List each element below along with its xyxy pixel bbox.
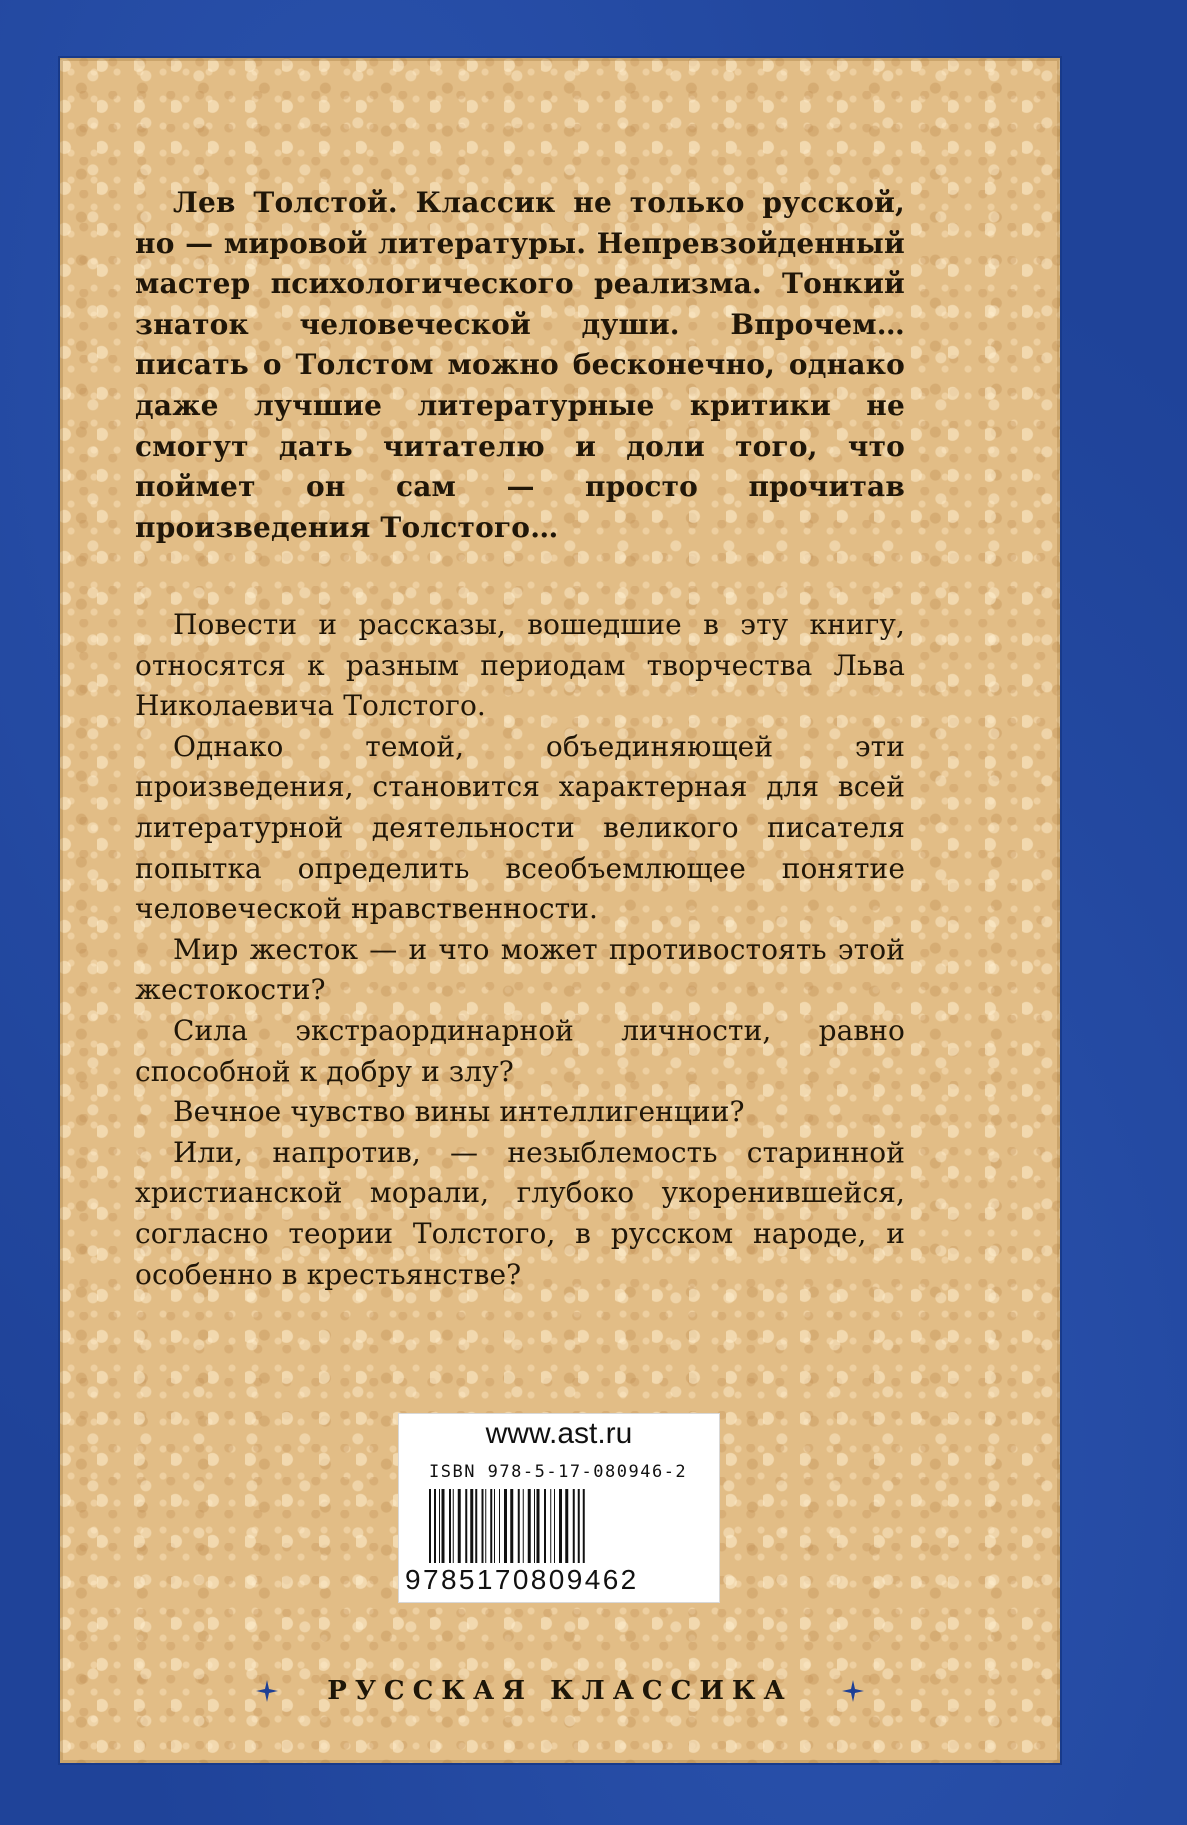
barcode-bar [534,1489,535,1563]
intro-text [135,183,905,548]
barcode-bar [583,1489,585,1563]
barcode-bar [559,1489,562,1563]
barcode-bar [453,1489,454,1563]
barcode-bar [504,1489,507,1563]
barcode-bar [578,1489,580,1563]
series-banner [255,1676,865,1716]
barcode-digits: 9785170809462 [405,1564,639,1595]
barcode-bar [470,1489,473,1563]
barcode-bar [482,1489,484,1563]
barcode-bar [475,1489,477,1563]
barcode-bar [565,1489,568,1563]
barcode-bar [434,1489,436,1563]
paragraph-5: Вечное чувство вины интеллигенции? [173,1095,745,1129]
paragraph-6: Или, напротив, — незыблемость старинной христианской морали, глубоко укоренившейся, согласно теории Толстого, в русском народе, и особенно в крестьянстве? [135,1135,905,1291]
barcode-bar [442,1489,445,1563]
barcode-bar [518,1489,520,1563]
barcode-bar [499,1489,500,1563]
barcode-bar [465,1489,467,1563]
barcode-bar [429,1489,431,1563]
barcode-bar [458,1489,461,1563]
barcode-bar [439,1489,440,1563]
intro-paragraph: Лев Толстой. Классик не только русской, но — мировой литературы. Непревзойденный мастер психологического реализма. Тонкий знаток человеческой души. Впрочем… писать о Толстом можно бесконечно, однако даже лучшие литературные критики не смогут дать читателю и доли того, что поймет он сам — просто прочитав произведения Толстого… [135,186,905,544]
barcode-bar [550,1489,551,1563]
barcode-block [398,1413,720,1603]
barcode-bar [494,1489,495,1563]
barcode-bar [523,1489,524,1563]
paragraph-2: Однако темой, объединяющей эти произведения, становится характерная для всей литературной деятельности великого писателя попытка определить всеобъемлющее понятие человеческой нравственности. [135,729,905,926]
barcode-bar [449,1489,451,1563]
series-title: РУССКАЯ КЛАССИКА [327,1676,793,1706]
isbn-number: ISBN 978-5-17-080946-2 [429,1462,688,1482]
barcode-bar [485,1489,486,1563]
annotation-text [135,605,905,1295]
barcode-bar [510,1489,513,1563]
barcode-bar [528,1489,531,1563]
barcode-bar [537,1489,540,1563]
star-ornament-icon [841,1679,865,1703]
paragraph-1: Повести и рассказы, вошедшие в эту книгу, относятся к разным периодам творчества Льва Николаевича Толстого. [135,608,905,723]
barcode-bar [573,1489,575,1563]
publisher-url: www.ast.ru [485,1417,633,1450]
barcode-bars [427,1489,691,1565]
barcode-bar [490,1489,492,1563]
barcode-bar [554,1489,555,1563]
paragraph-3: Мир жесток — и что может противостоять этой жестокости? [135,932,905,1007]
paragraph-4: Сила экстраординарной личности, равно способной к добру и злу? [135,1013,905,1088]
barcode-bar [544,1489,546,1563]
